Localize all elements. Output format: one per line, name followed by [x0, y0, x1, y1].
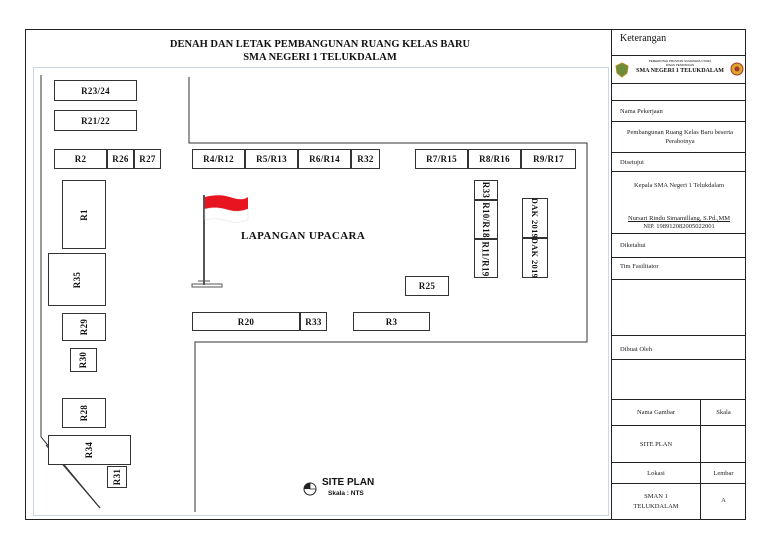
panel-row-lokasi-value — [612, 484, 746, 520]
panel-row-nama-pekerjaan-value — [612, 122, 746, 153]
dibuat-label: Dibuat Oleh — [620, 346, 652, 353]
room-r26: R26 — [107, 149, 134, 169]
logo-line3: SMA NEGERI 1 TELUKDALAM — [636, 68, 724, 74]
room-r21-22: R21/22 — [54, 110, 137, 131]
room-r33-upper: R33 — [474, 180, 498, 200]
school-emblem-icon — [730, 61, 744, 77]
room-r32: R32 — [351, 149, 380, 169]
room-r30: R30 — [70, 348, 97, 372]
approver-nip: NIP. 198912082005022001 — [643, 223, 715, 230]
room-r20: R20 — [192, 312, 300, 331]
north-arrow-icon — [302, 481, 318, 497]
lembar-label: Lembar — [713, 470, 734, 477]
panel-divider — [700, 426, 701, 463]
nama-pekerjaan-label: Nama Pekerjaan — [620, 108, 663, 115]
room-r31: R31 — [107, 466, 127, 488]
room-r6-r14: R6/R14 — [298, 149, 351, 169]
nama-gambar-label: Nama Gambar — [636, 409, 676, 416]
panel-row-dibuat — [612, 336, 746, 360]
panel-row-gambar-value — [612, 426, 746, 463]
panel-row-logo — [612, 56, 746, 84]
room-r33-lower: R33 — [300, 312, 327, 331]
panel-row-heading — [612, 29, 746, 56]
skala-label: Skala — [716, 409, 731, 416]
room-r27: R27 — [134, 149, 161, 169]
province-emblem-icon — [615, 62, 629, 78]
approver-title: Kepala SMA Negeri 1 Telukdalam — [633, 182, 725, 189]
panel-row-fasilitator — [612, 258, 746, 280]
room-r4-r12: R4/R12 — [192, 149, 245, 169]
room-r5-r13: R5/R13 — [245, 149, 298, 169]
room-dak-2019-lower: DAK 2019 — [522, 238, 548, 278]
logo-line1: PEMERINTAH PROVINSI SUMATERA UTARA — [648, 59, 712, 63]
room-r1: R1 — [62, 180, 106, 249]
panel-row-disetujui — [612, 153, 746, 172]
lokasi-value: SMAN 1 TELUKDALAM — [633, 493, 679, 510]
room-r23-24: R23/24 — [54, 80, 137, 101]
nama-pekerjaan-value: Pembangunan Ruang Kelas Baru beserta Perabotnya — [626, 129, 734, 145]
disetujui-label: Disetujui — [620, 159, 644, 166]
site-plan-caption: SITE PLAN — [322, 477, 375, 488]
approver-name: Nursari Rindu Simamillang, S.Pd.,MM — [627, 215, 731, 222]
panel-row-approver — [612, 172, 746, 234]
logo-line2: DINAS PENDIDIKAN — [665, 63, 695, 67]
flag-icon — [188, 190, 254, 295]
fasilitator-label: Tim Fasilitator — [620, 263, 659, 270]
room-r8-r16: R8/R16 — [468, 149, 521, 169]
drawing-title-line1: DENAH DAN LETAK PEMBANGUNAN RUANG KELAS BARU — [169, 39, 471, 50]
site-plan-scale: Skala : NTS — [328, 490, 364, 497]
room-r11-r19: R11/R19 — [474, 239, 498, 278]
field-label: LAPANGAN UPACARA — [241, 230, 366, 242]
drawing-title-line2: SMA NEGERI 1 TELUKDALAM — [243, 52, 397, 63]
room-r25: R25 — [405, 276, 449, 296]
panel-heading: Keterangan — [620, 33, 667, 44]
room-r34: R34 — [48, 435, 131, 465]
room-r10-r18: R10/R18 — [474, 200, 498, 239]
panel-row-nama-pekerjaan — [612, 101, 746, 122]
nama-gambar-value: SITE PLAN — [639, 441, 673, 448]
panel-row-lokasi-header — [612, 463, 746, 484]
room-r2: R2 — [54, 149, 107, 169]
panel-row-fasilitator-space — [612, 280, 746, 336]
panel-row-blank — [612, 84, 746, 101]
lokasi-label: Lokasi — [647, 470, 665, 477]
diketahui-label: Diketahui — [620, 242, 646, 249]
panel-row-gambar-header — [612, 400, 746, 426]
room-r29: R29 — [62, 313, 106, 341]
room-r28: R28 — [62, 398, 106, 428]
room-r3: R3 — [353, 312, 430, 331]
panel-row-diketahui — [612, 234, 746, 258]
room-dak-2019-upper: DAK 2019 — [522, 198, 548, 238]
room-r35: R35 — [48, 253, 106, 306]
room-r9-r17: R9/R17 — [521, 149, 576, 169]
lembar-value: A — [721, 497, 726, 504]
panel-row-dibuat-space — [612, 360, 746, 400]
room-r7-r15: R7/R15 — [415, 149, 468, 169]
